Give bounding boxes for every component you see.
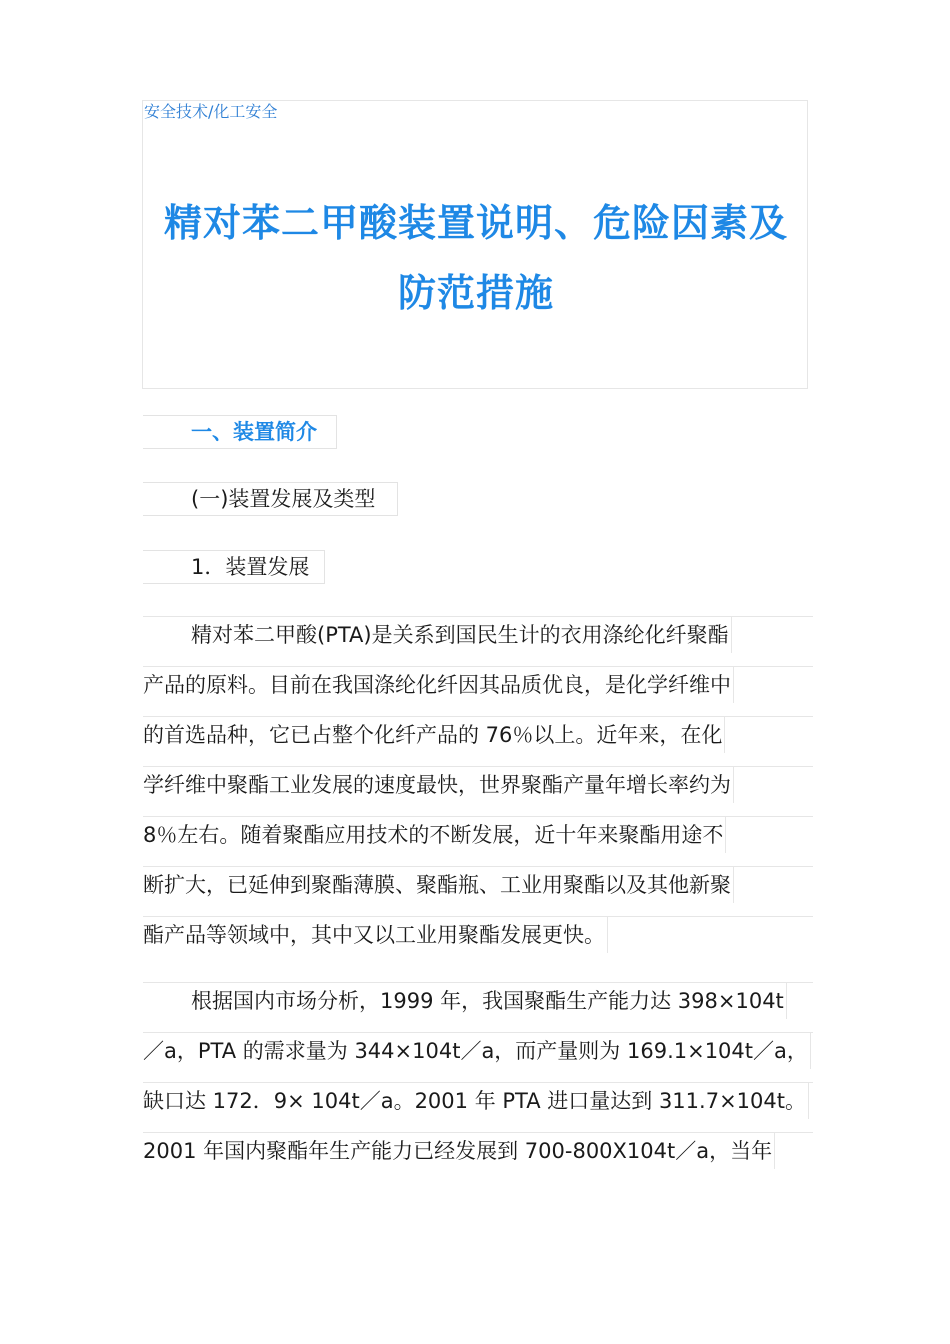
- text-line: [143, 766, 813, 816]
- document-title-line-1: 精对苯二甲酸装置说明、危险因素及: [163, 201, 788, 245]
- text-line-content: 断扩大，已延伸到聚酯薄膜、聚酯瓶、工业用聚酯以及其他新聚: [143, 867, 734, 903]
- paragraph-pta-intro: [143, 616, 813, 966]
- text-line: [143, 1082, 813, 1132]
- text-line-content: 的首选品种，它已占整个化纤产品的 76％以上。近年来，在化: [143, 717, 725, 753]
- subsubsection-heading: 1．装置发展: [143, 550, 325, 584]
- text-line-content: 精对苯二甲酸(PTA)是关系到国民生计的衣用涤纶化纤聚酯: [191, 617, 732, 653]
- text-line-content: 酯产品等领域中，其中又以工业用聚酯发展更快。: [143, 917, 608, 953]
- text-line: [143, 866, 813, 916]
- text-line-content: ／a，PTA 的需求量为 344×104t／a，而产量则为 169.1×104t／a，: [143, 1033, 811, 1069]
- text-line: [143, 916, 813, 966]
- text-line: [143, 616, 813, 666]
- document-category: 安全技术/化工安全: [144, 102, 278, 121]
- text-line: [143, 666, 813, 716]
- subsection-heading: (一)装置发展及类型: [143, 482, 398, 516]
- section-heading: 一、装置简介: [143, 415, 337, 449]
- text-line-content: 8％左右。随着聚酯应用技术的不断发展，近十年来聚酯用途不: [143, 817, 726, 853]
- text-line: [143, 1032, 813, 1082]
- text-line: [143, 982, 813, 1032]
- document-title: [143, 188, 809, 328]
- text-line-content: 学纤维中聚酯工业发展的速度最快，世界聚酯产量年增长率约为: [143, 767, 734, 803]
- paragraph-market-analysis: [143, 982, 813, 1182]
- document-title-line-2: 防范措施: [397, 271, 554, 315]
- text-line-content: 缺口达 172．9× 104t／a。2001 年 PTA 进口量达到 311.7×104t。: [143, 1083, 809, 1119]
- text-line-content: 2001 年国内聚酯年生产能力已经发展到 700-800X104t／a，当年: [143, 1133, 775, 1169]
- text-line-content: 根据国内市场分析，1999 年，我国聚酯生产能力达 398×104t: [191, 983, 787, 1019]
- text-line: [143, 1132, 813, 1182]
- text-line: [143, 816, 813, 866]
- text-line-content: 产品的原料。目前在我国涤纶化纤因其品质优良，是化学纤维中: [143, 667, 734, 703]
- text-line: [143, 716, 813, 766]
